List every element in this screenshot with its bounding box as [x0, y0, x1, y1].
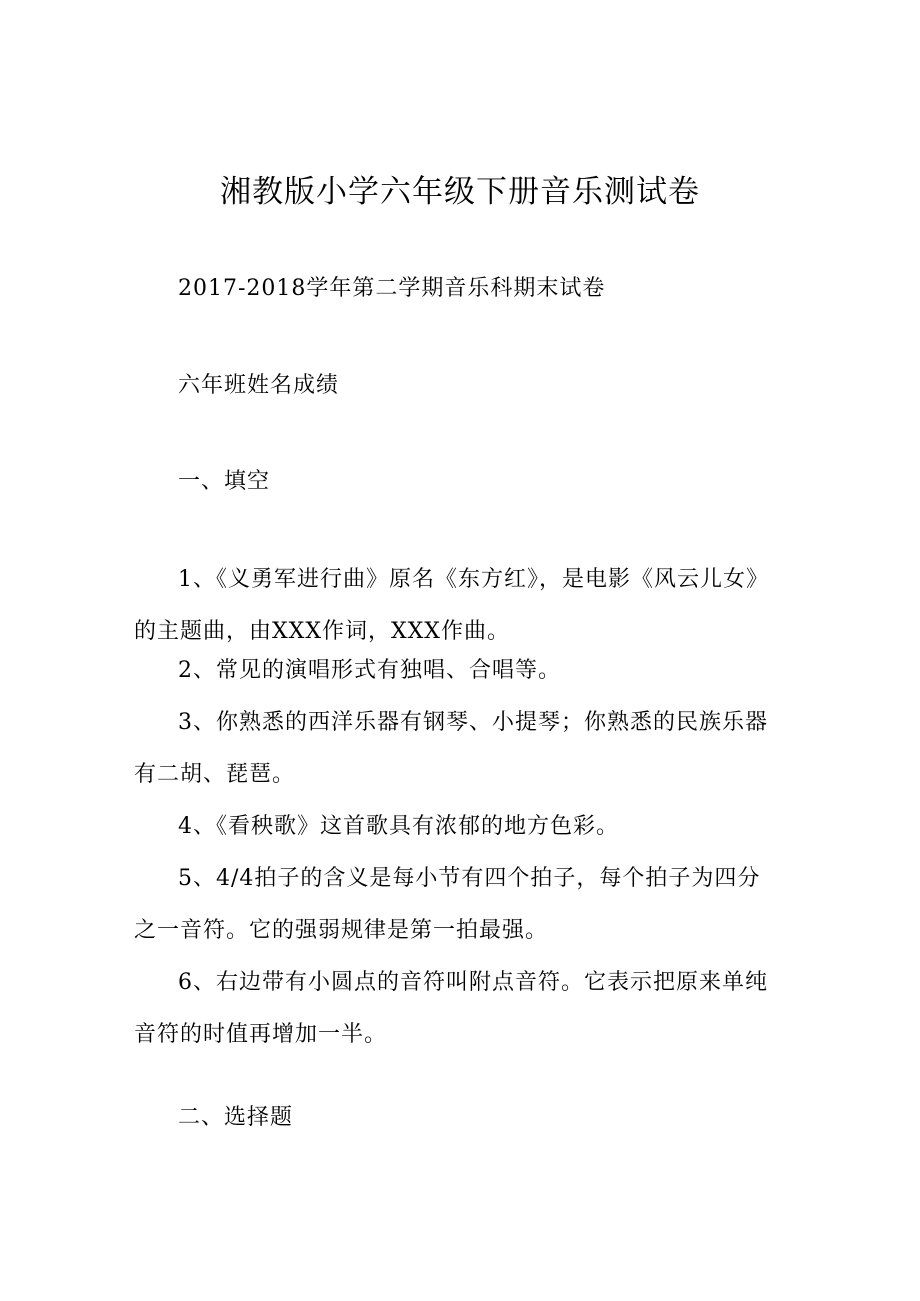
question-6: 6、右边带有小圆点的音符叫附点音符。它表示把原来单纯音符的时值再增加一半。 — [134, 970, 768, 1047]
question-5: 5、4/4拍子的含义是每小节有四个拍子，每个拍子为四分之一音符。它的强弱规律是第一拍最强。 — [134, 866, 761, 943]
student-info-line: 六年班姓名成绩 — [178, 373, 340, 398]
question-1: 1、《义勇军进行曲》原名《东方红》，是电影《风云儿女》的主题曲，由XXX作词，XXX作曲。 — [134, 567, 769, 644]
question-4: 4、《看秧歌》这首歌具有浓郁的地方色彩。 — [178, 814, 619, 839]
question-2: 2、常见的演唱形式有独唱、合唱等。 — [178, 658, 561, 683]
page-title: 湘教版小学六年级下册音乐测试卷 — [220, 174, 700, 210]
question-3: 3、你熟悉的西洋乐器有钢琴、小提琴；你熟悉的民族乐器有二胡、琵琶。 — [134, 710, 768, 787]
exam-subtitle: 2017-2018学年第二学期音乐科期末试卷 — [178, 276, 606, 301]
section-heading-fill-blank: 一、填空 — [178, 469, 271, 494]
section-heading-multiple-choice: 二、选择题 — [178, 1105, 294, 1130]
